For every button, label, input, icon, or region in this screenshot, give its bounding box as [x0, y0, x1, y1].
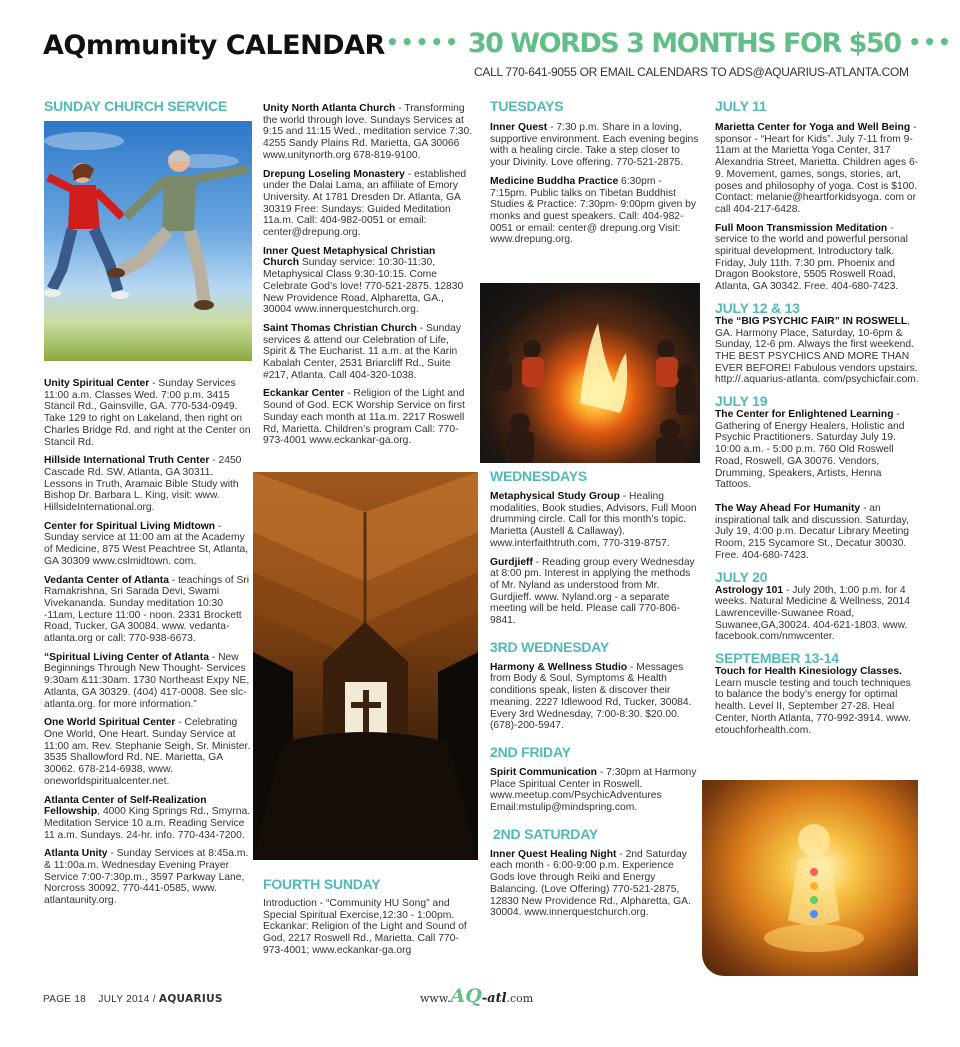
listing-text: 6:30pm - 7:15pm. Public talks on Tibetan Buddhist Studies & Practice: 7:30pm- 9:00pm given by monks and guest speakers. Call: 404-982-0051 or email: center@ drepung.org Visit: www.drepung.org.	[490, 175, 697, 246]
listing	[715, 585, 920, 644]
listing-text: - service to the world and powerful personal spiritual development. Introductory talk. Friday, July 11th. 7:30 pm. Phoenix and Dragon Bookstore, 5505 Roswell Road, Atlanta, GA 30342. Free. 404-680-7423.	[715, 222, 908, 293]
url-suffix: .com	[506, 992, 534, 1005]
listing-text: Introduction - “Community HU Song” and Special Spiritual Exercise,12:30 - 1:00pm. Eckankar: Religion of the Light and Sound of God, 2217 Roswell Rd., Marietta. Call 770-973-4001; www.eckankar-ga.org	[263, 898, 467, 956]
listing-name: Atlanta Unity	[44, 848, 108, 860]
column-sunday-church-service	[44, 98, 252, 914]
listing-name: One World Spiritual Center	[44, 717, 176, 729]
listing-name: Inner Quest	[490, 122, 548, 133]
listing	[44, 575, 252, 645]
listing	[715, 666, 920, 736]
listing-name: Unity North Atlanta Church	[263, 103, 396, 114]
listing	[490, 767, 700, 814]
heading-wednesdays: WEDNESDAYS	[490, 468, 588, 484]
listing	[44, 717, 252, 787]
listing	[44, 521, 252, 568]
listing	[44, 795, 252, 842]
listing-text: - an inspirational talk and discussion. Saturday, July 19, 4:00 p.m. Decatur Library Meeting Room, 215 Sycamore St., Decatur 30030. Free. 404-680-7423.	[715, 502, 910, 561]
campfire-photo	[480, 283, 700, 463]
listing-text: - 2nd Saturday each month - 6:00-9:00 p.m. Experience Gods love through Reiki and Energy Balancing. (Love Offering) 770-521-2875, 12830 New Providence Rd., Alpharetta, GA. 30004. www.innerquestchurch.org.	[490, 848, 691, 919]
listing-text: Sunday service: 10:30-11:30, Metaphysical Class 9:30-10:15. Come Celebrate God’s love! 770-521-2875. 12830 New Providence Road, Alpharetta, GA., 30004 www.innerquestchurch.org.	[263, 257, 464, 316]
listing	[44, 455, 252, 514]
heading-july-19: JULY 19	[715, 393, 768, 410]
heading-july-20: JULY 20	[715, 568, 768, 585]
listing	[44, 378, 252, 448]
listing-name: Eckankar Center	[263, 388, 345, 400]
listing-name: Gurdjieff	[490, 556, 533, 568]
listing-text: - Gathering of Energy Healers, Holistic and Psychic Practitioners. Saturday July 19. 10:00 a.m. - 5:00 p.m. 760 Old Roswell Road, Roswell, GA 30076. Vendors, Drumming, Speakers, Artists, Henna Tattoos.	[715, 409, 905, 491]
column-fourth-sunday	[263, 876, 473, 964]
listing-text: - Sunday services & attend our Celebration of Life, Spirit & The Eucharist. 11 a.m. at the Karin Kabalah Center, 2531 Briarcliff Rd., Suite #217, Atlanta. Call 404-320-1038.	[263, 322, 461, 381]
listing-name: Unity Spiritual Center	[44, 378, 150, 389]
photo-spacer	[44, 114, 252, 378]
listing-text: - teachings of Sri Ramakrishna, Sri Sarada Devi, Swami Vivekananda. Sunday meditation 10:30 -11am, Lecture 11:00 - noon. 2331 Brockett Road, Tucker, GA 30084. www. vedanta-atlanta.org or call: 770-938-6673.	[44, 574, 250, 645]
listing-name: Drepung Loseling Monastery	[263, 168, 405, 180]
listing	[263, 388, 473, 447]
listing	[263, 103, 473, 162]
listing	[490, 176, 700, 246]
website-url[interactable]	[420, 985, 533, 1007]
church-interior-illustration	[253, 472, 478, 860]
listing	[715, 503, 920, 562]
listing	[715, 122, 920, 216]
listing-name: Marietta Center for Yoga and Well Being	[715, 122, 911, 133]
listing-text: - Celebrating One World, One Heart. Sunday Service at 11:00 am. Rev. Stephanie Seigh, Sr. Minister. 3535 Shallowford Rd. NE. Marietta, GA 30062. 678-214-6938, www. oneworldspiritualcenter.net.	[44, 717, 251, 787]
ad-subline: CALL 770-641-9055 OR EMAIL CALENDARS TO ADS@AQUARIUS-ATLANTA.COM	[474, 65, 909, 79]
listing-name: Vedanta Center of Atlanta	[44, 574, 169, 586]
listing-name: Astrology 101	[715, 584, 784, 596]
listing	[263, 246, 473, 316]
heading-fourth-sunday: FOURTH SUNDAY	[263, 876, 381, 892]
listing-name: Spirit Communication	[490, 766, 597, 778]
url-atl: -atl	[481, 991, 507, 1006]
listing	[490, 122, 700, 169]
column-wednesdays	[490, 468, 700, 926]
heading-2nd-saturday: 2ND SATURDAY	[493, 825, 598, 842]
listing-name: Saint Thomas Christian Church	[263, 322, 417, 334]
listing-text: - established under the Dalai Lama, an affiliate of Emory University. At 1781 Dresden Dr. Atlanta, GA 30319 Free: Sundays: Guided Meditation 11a.m. Call: 404-982-0051 or email: center@drepung.org.	[263, 168, 467, 239]
listing	[490, 491, 700, 550]
listing-text: - sponsor - “Heart for Kids”. July 7-11 from 9-11am at the Marietta Yoga Center, 317 Alexandria Street, Marietta. Children ages 6-9. Movement, games, songs, stories, art, poses and philosophy of yoga. Cost is $100. Contact: melanie@heartforkidsyoga. com or call 404-217-6428.	[715, 122, 919, 215]
listing-text: - New Beginnings Through New Thought- Services 9:30am &11:30am. 1730 Northeast Expy NE, Atlanta, GA 30329. (404) 417-0008. See slc-atlanta.org. for more information.”	[44, 651, 250, 710]
listing	[490, 849, 700, 919]
listing-text: - Sunday service at 11:00 am at the Academy of Medicine, 875 West Peachtree St, Atlanta, GA 30309 www.cslmidtown. com.	[44, 520, 249, 567]
listing-text: - Religion of the Light and Sound of God. ECK Worship Service on first Sunday each month at 11a.m. 2217 Roswell Rd, Marietta. Children’s program Call: 770-973-4001 www.eckankar-ga.org.	[263, 388, 465, 447]
listing-name: Inner Quest Healing Night	[490, 848, 617, 860]
listing-text: - 2450 Cascade Rd. SW, Atlanta, GA 30311. Lessons in Truth, Aramaic Bible Study with Bishop Dr. Barbara L. King, visit: www. HillsideInternational.org.	[44, 455, 242, 514]
heading-july-12-13: JULY 12 & 13	[715, 299, 800, 316]
listing-name: The Way Ahead For Humanity	[715, 502, 861, 514]
listing-text: , 4000 King Springs Rd., Smyrna. Meditation Service 10 a.m. Reading Service 11 a.m. Sundays. 24-hr. info. 770-434-7200.	[44, 806, 251, 841]
page-title: AQmmunity CALENDAR	[43, 30, 385, 61]
listing-text: - Reading group every Wednesday at 8:00 pm. Interest in applying the methods of Mr. Nyland as understood from Mr. Gurdjieff. www. Nyland.org - a separate meeting will be held. Please call 770-806-9841.	[490, 556, 695, 627]
listing-text: , GA. Harmony Place, Saturday, 10-6pm & Sunday, 12-6 pm. Always the first weekend. THE BEST PSYCHICS AND MORE THAN EVER BEFORE! Fabulous vendors upstairs. http://.aquarius-atlanta. com/psychicfair.com.	[715, 315, 919, 386]
column-tuesdays	[490, 98, 700, 253]
listing	[44, 652, 252, 711]
listing-name: Inner Quest Metaphysical Christian Church	[263, 245, 436, 269]
listing-text: - Healing modalities, Book studies, Advisors, Full Moon drumming circle. Call for this month’s topic. Marietta (Austell & Callaway). www.interfaithtruth.com, 770-319-8757.	[490, 491, 697, 549]
ad-banner	[386, 28, 953, 59]
heading-sunday-church-service: SUNDAY CHURCH SERVICE	[44, 98, 228, 114]
listing-text: - Sunday Services 11:00 a.m. Classes Wed. 7:00 p.m. 3415 Stancil Rd., Gainsville, GA. 770-534-0949. Take 129 to right on Lakeland, then right on Charles Bridge Rd. and right at the Center on Stancil Rd.	[44, 378, 251, 448]
listing-name: Full Moon Transmission Meditation	[715, 222, 888, 234]
ad-dots-left: •••••	[386, 30, 460, 54]
column-sunday-continued	[263, 103, 473, 454]
meditation-figure-illustration	[702, 780, 918, 976]
listing	[490, 662, 700, 732]
listing	[715, 316, 920, 386]
listing-text: Learn muscle testing and touch techniques to balance the body’s energy for optimal health. Level II, September 27-28. Heal Center, North Atlanta, 770-992-3914. www. etouchforhealth.com.	[715, 677, 911, 736]
page-footer	[43, 993, 223, 1005]
listing	[44, 848, 252, 907]
url-aq-logo: AQ	[450, 985, 482, 1007]
listing	[490, 557, 700, 627]
magazine-brand: AQUARIUS	[158, 993, 223, 1005]
listing-name: Hillside International Truth Center	[44, 455, 210, 467]
listing-name: Medicine Buddha Practice	[490, 175, 619, 187]
heading-september-13-14: SEPTEMBER 13-14	[715, 650, 839, 667]
listing-name: Harmony & Wellness Studio	[490, 661, 628, 673]
listing-name: “Spiritual Living Center of Atlanta	[44, 651, 209, 663]
listing-name: The Center for Enlightened Learning	[715, 409, 894, 421]
listing-text: - Messages from Body & Soul. Symptoms & Health conditions speak, listen & discover their meaning. 2227 Idlewood Rd, Tucker, 30084. Every 3rd Wednesday, 7:00-8:30. $20.00. (678)-200-5947.	[490, 661, 692, 732]
meditation-aura-photo	[702, 780, 918, 976]
heading-july-11: JULY 11	[715, 98, 767, 114]
ad-dots-right: •••	[908, 30, 953, 54]
heading-3rd-wednesday: 3RD WEDNESDAY	[490, 638, 610, 655]
listing-name: Metaphysical Study Group	[490, 491, 620, 502]
listing	[263, 169, 473, 239]
url-prefix: www.	[420, 992, 451, 1005]
heading-2nd-friday: 2ND FRIDAY	[490, 743, 571, 760]
listing	[263, 323, 473, 382]
listing-name: Center for Spiritual Living Midtown	[44, 520, 216, 532]
ad-headline: 30 WORDS 3 MONTHS FOR $50	[467, 28, 901, 59]
listing-text: - July 20th, 1:00 p.m. for 4 weeks. Natural Medicine & Wellness, 2014 Lawrenceville-Suwanee Road, Suwanee,GA,30024. 404-621-1803. www. facebook.com/nmwcenter.	[715, 584, 910, 643]
church-interior-photo	[253, 472, 478, 860]
listing-text: - 7:30pm at Harmony Place Spiritual Center in Roswell. www.meetup.com/PsychicAdventures Email:mstulip@mindspring.com.	[490, 766, 697, 814]
listing-text: - Transforming the world through love. Sundays Services at 9:15 and 11:15 Wed., meditation service 7:30. 4255 Sandy Plains Rd. Marietta, GA 30066 www.unitynorth.org 678-819-9100.	[263, 103, 473, 161]
listing	[715, 409, 920, 491]
page-number: PAGE 18	[43, 994, 87, 1005]
heading-tuesdays: TUESDAYS	[490, 98, 564, 114]
issue-date: JULY 2014 /	[98, 994, 156, 1005]
listing	[715, 223, 920, 293]
listing-text: - 7:30 p.m. Share in a loving, supportive environment. Each evening begins with a healing circle. Take a step closer to your Divinity. Love offering. 770-521-2875.	[490, 122, 699, 169]
listing-name: The “BIG PSYCHIC FAIR” IN ROSWELL	[715, 315, 908, 327]
column-july-events	[715, 98, 920, 743]
listing-name: Atlanta Center of Self-Realization Fellowship	[44, 794, 207, 818]
listing-text: - Sunday Services at 8:45a.m. & 11:00a.m. Wednesday Evening Prayer Service 7:00-7:30p.m., 3597 Parkway Lane, Norcross 30092, 770-441-0585, www. atlantaunity.org.	[44, 848, 249, 907]
listing-name: Touch for Health Kinesiology Classes.	[715, 666, 902, 678]
campfire-illustration	[480, 283, 700, 463]
